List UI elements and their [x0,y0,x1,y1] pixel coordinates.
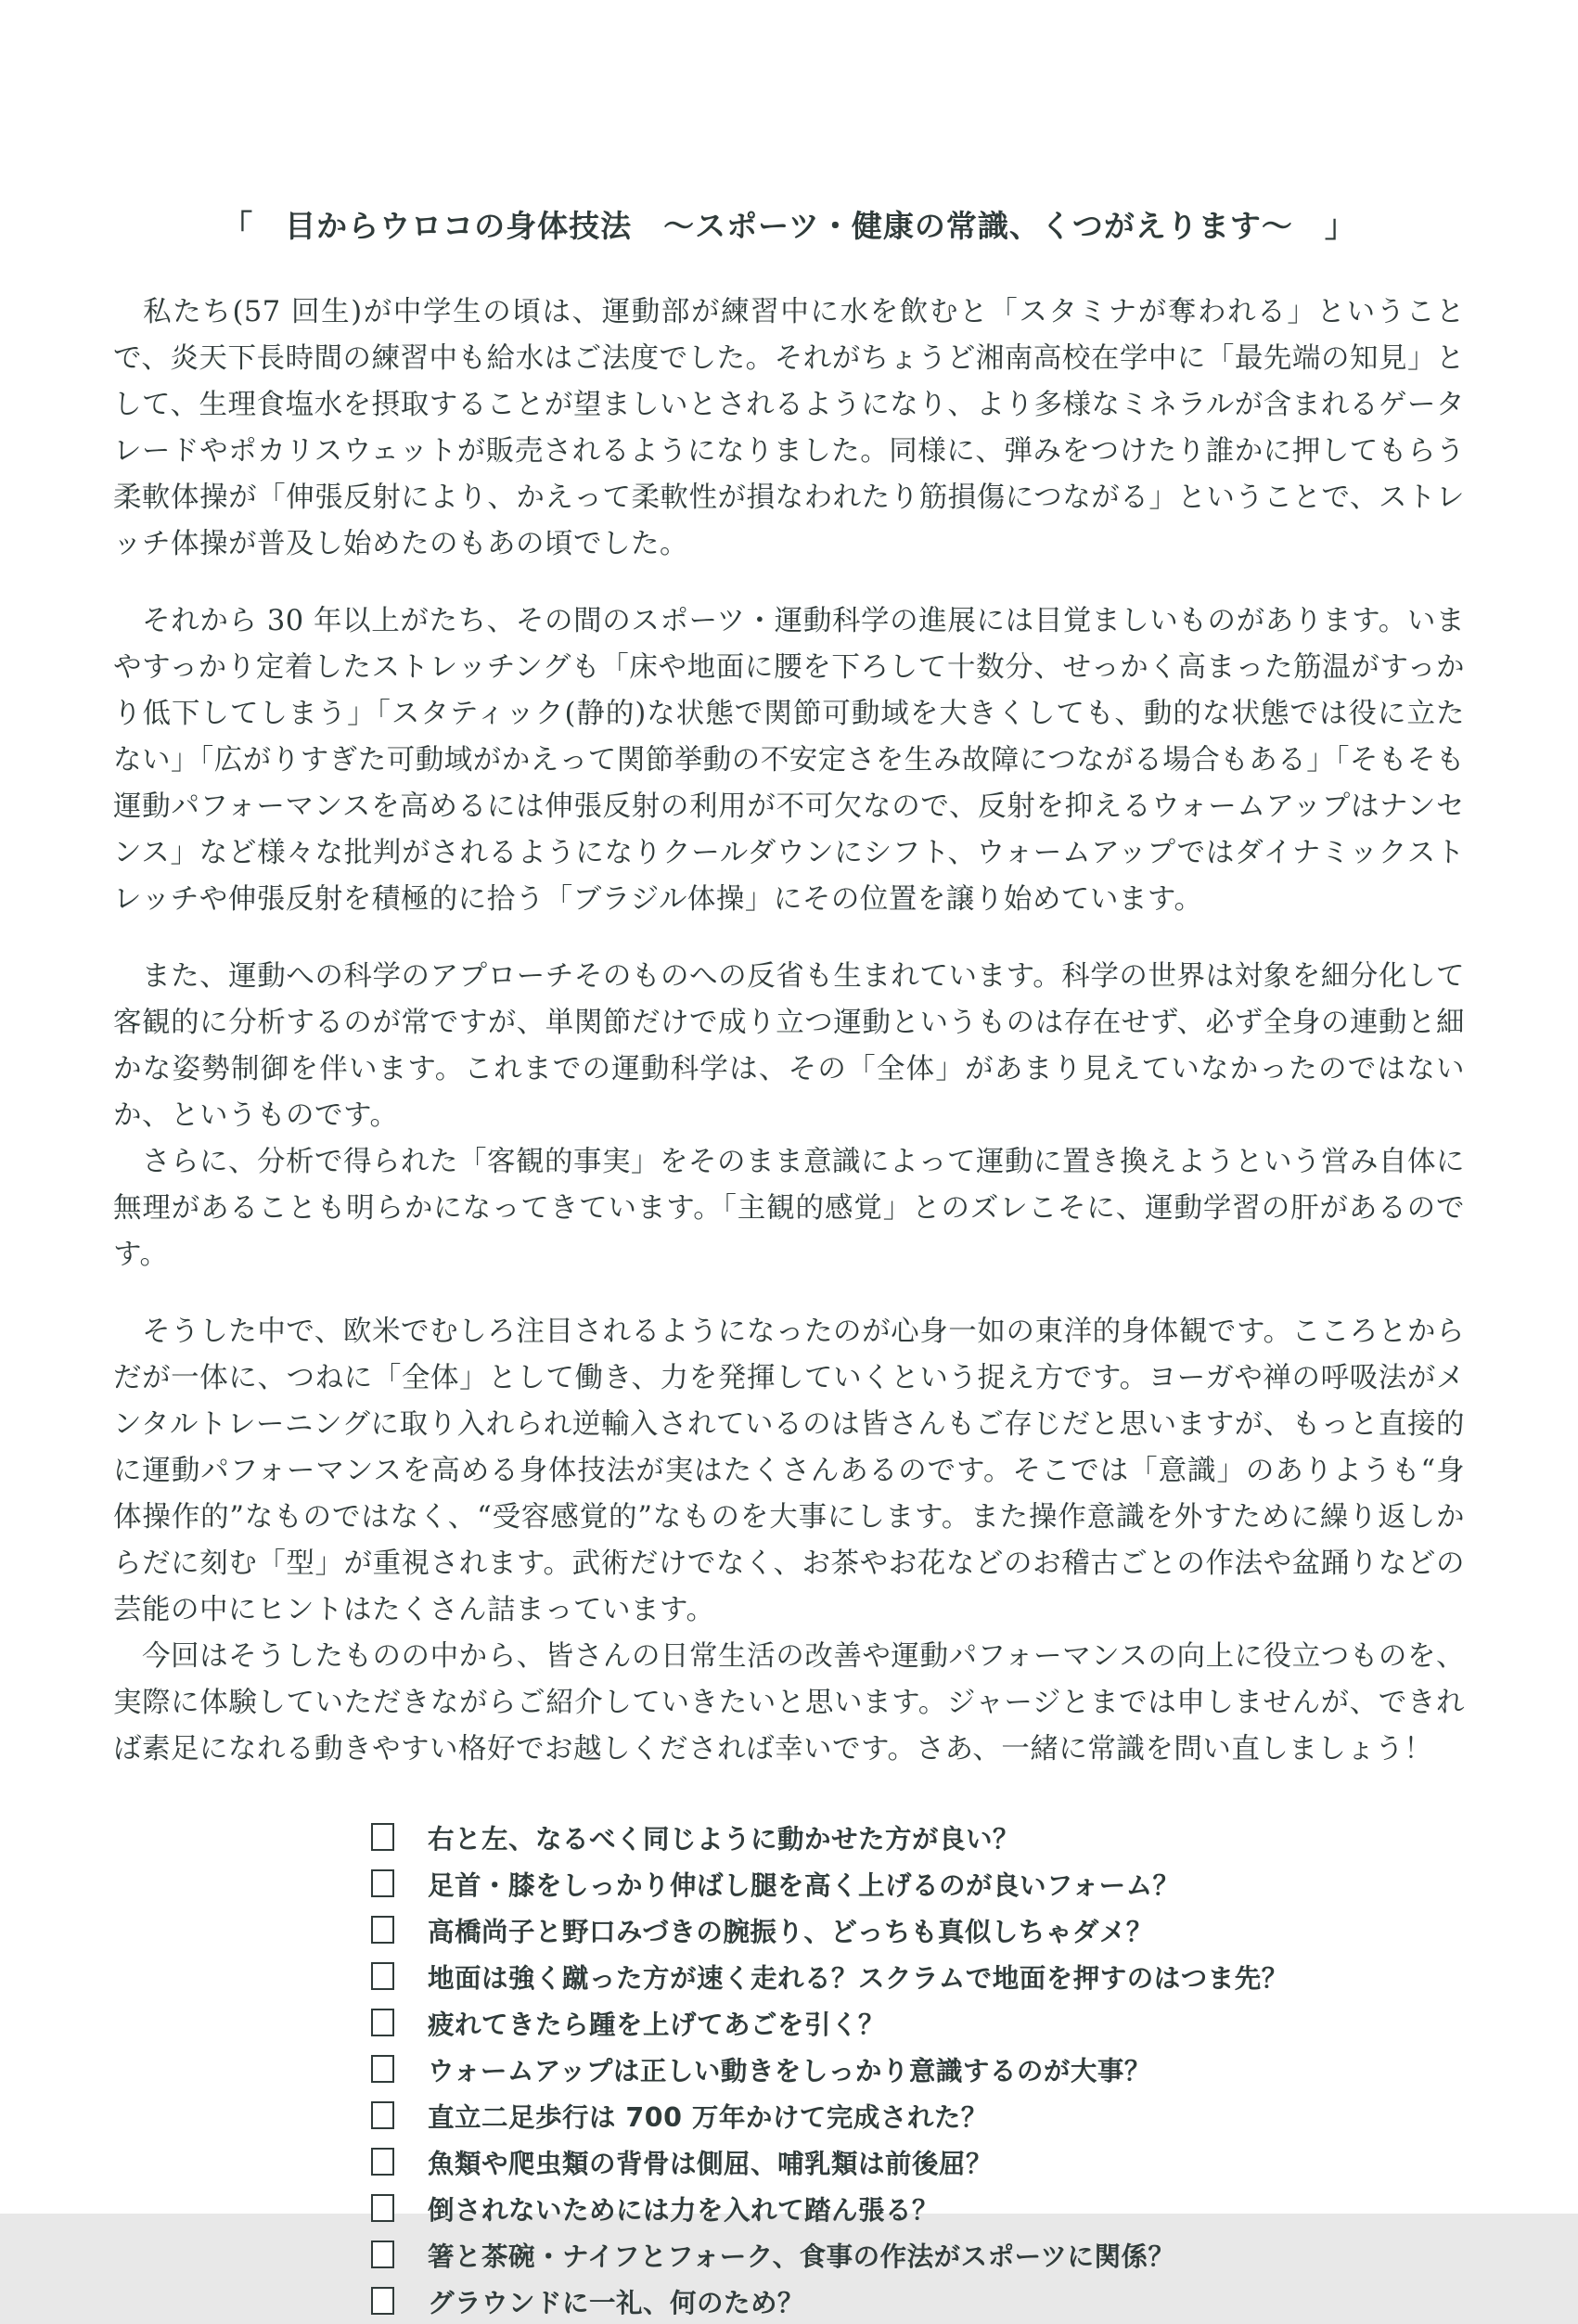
checkbox-icon [371,1916,394,1944]
checklist-item-label: 倒されないためには力を入れて踏ん張る？ [428,2194,940,2226]
checklist-item-label: 箸と茶碗・ナイフとフォーク、食事の作法がスポーツに関係？ [428,2241,1175,2272]
checklist-item [371,1814,1465,1860]
checklist-item-label: グラウンドに一礼、何のため？ [428,2287,805,2318]
checklist-item-label: 直立二足歩行は 700 万年かけて完成された？ [428,2101,988,2133]
page-title: 「 目からウロコの身体技法 ～スポーツ・健康の常識、くつがえります～ 」 [222,208,1356,244]
checklist-item-label: 右と左、なるべく同じように動かせた方が良い？ [428,1823,1020,1855]
paragraph-group [113,289,1465,568]
checkbox-icon [371,2009,394,2036]
paragraph: また、運動への科学のアプローチそのものへの反省も生まれています。科学の世界は対象を細分化して客観的に分析するのが常ですが、単関節だけで成り立つ運動というものは存在せず、必ず全身の連動と細かな姿勢制御を伴います。これまでの運動科学は、その「全体」があまり見えていなかったのではないか、というものです。 [113,960,1465,1132]
checkbox-icon [371,2148,394,2176]
checklist-item-label: 魚類や爬虫類の背骨は側屈、哺乳類は前後屈？ [428,2148,994,2179]
checklist-item [371,1953,1465,1999]
paragraph-group [113,954,1465,1278]
checklist-item [371,2046,1465,2092]
checkbox-icon [371,1962,394,1990]
checkbox-icon [371,1823,394,1851]
paragraph-group [113,598,1465,923]
checklist-item [371,2092,1465,2138]
checklist-item-label: ウォームアップは正しい動きをしっかり意識するのが大事？ [428,2055,1151,2086]
checklist-item-label: 疲れてきたら踵を上げてあごを引く？ [428,2009,886,2040]
paragraph: 今回はそうしたものの中から、皆さんの日常生活の改善や運動パフォーマンスの向上に役立つものを、実際に体験していただきながらご紹介していきたいと思います。ジャージとまでは申しませんが、できれば素足になれる動きやすい格好でお越しくだされば幸いです。さあ、一緒に常識を問い直しましょう！ [113,1640,1465,1765]
checklist-item [371,1999,1465,2046]
body-text [113,289,1465,1773]
paragraph: 私たち(57 回生)が中学生の頃は、運動部が練習中に水を飲むと「スタミナが奪われる」ということで、炎天下長時間の練習中も給水はご法度でした。それがちょうど湘南高校在学中に「最先端の知見」として、生理食塩水を摂取することが望ましいとされるようになり、より多様なミネラルが含まれるゲータレードやポカリスウェットが販売されるようになりました。同様に、弾みをつけたり誰かに押してもらう柔軟体操が「伸張反射により、かえって柔軟性が損なわれたり筋損傷につながる」ということで、ストレッチ体操が普及し始めたのもあの頃でした。 [113,296,1465,560]
checklist-item [371,2185,1465,2231]
paragraph: それから 30 年以上がたち、その間のスポーツ・運動科学の進展には目覚ましいものがあります。いまやすっかり定着したストレッチングも「床や地面に腰を下ろして十数分、せっかく高まった筋温がすっかり低下してしまう」「スタティック(静的)な状態で関節可動域を大きくしても、動的な状態では役に立たない」「広がりすぎた可動域がかえって関節挙動の不安定さを生み故障につながる場合もある」「そもそも運動パフォーマンスを高めるには伸張反射の利用が不可欠なので、反射を抑えるウォームアップはナンセンス」など様々な批判がされるようになりクールダウンにシフト、ウォームアップではダイナミックストレッチや伸張反射を積極的に拾う「ブラジル体操」にその位置を譲り始めています。 [113,605,1465,916]
paragraph-group [113,1309,1465,1773]
checklist [113,1814,1465,2324]
checklist-item-label: 地面は強く蹴った方が速く走れる？スクラムで地面を押すのはつま先？ [428,1962,1289,1994]
checkbox-icon [371,2194,394,2222]
checkbox-icon [371,2101,394,2129]
checklist-item-label: 足首・膝をしっかり伸ばし腿を高く上げるのが良いフォーム？ [428,1869,1180,1901]
checkbox-icon [371,2287,394,2315]
checklist-item [371,2138,1465,2185]
checklist-item [371,1907,1465,1953]
checklist-item [371,2278,1465,2324]
checkbox-icon [371,2055,394,2083]
checkbox-icon [371,2241,394,2268]
checklist-item [371,1860,1465,1907]
checkbox-icon [371,1869,394,1897]
checklist-item-label: 高橋尚子と野口みづきの腕振り、どっちも真似しちゃダメ？ [428,1916,1153,1947]
paragraph: そうした中で、欧米でむしろ注目されるようになったのが心身一如の東洋的身体観です。こころとからだが一体に、つねに「全体」として働き、力を発揮していくという捉え方です。ヨーガや禅の呼吸法がメンタルトレーニングに取り入れられ逆輸入されているのは皆さんもご存じだと思いますが、もっと直接的に運動パフォーマンスを高める身体技法が実はたくさんあるのです。そこでは「意識」のありようも“身体操作的”なものではなく、“受容感覚的”なものを大事にします。また操作意識を外すために繰り返しからだに刻む「型」が重視されます。武術だけでなく、お茶やお花などのお稽古ごとの作法や盆踊りなどの芸能の中にヒントはたくさん詰まっています。 [113,1316,1465,1626]
checklist-item [371,2231,1465,2278]
paragraph: さらに、分析で得られた「客観的事実」をそのまま意識によって運動に置き換えようという営み自体に無理があることも明らかになってきています。「主観的感覚」とのズレこそに、運動学習の肝があるのです。 [113,1146,1465,1271]
